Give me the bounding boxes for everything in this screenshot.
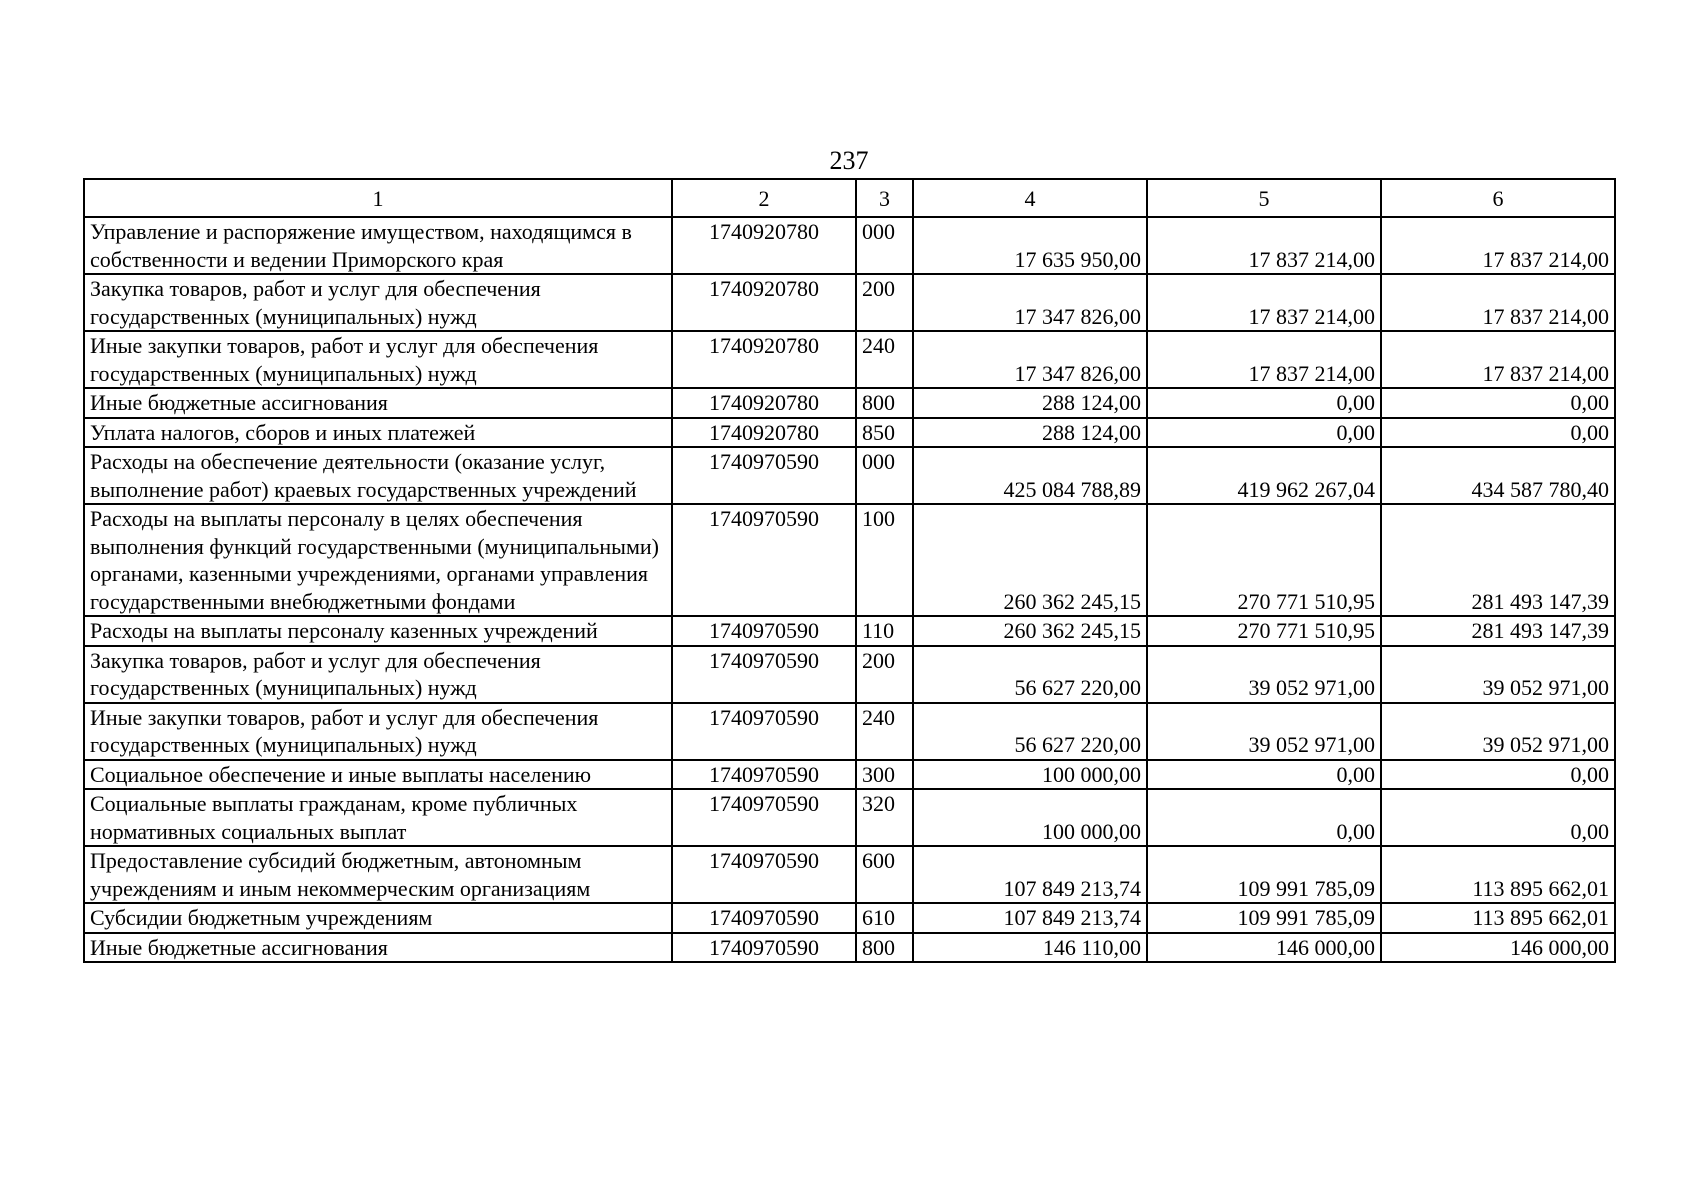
page-number: 237 bbox=[829, 146, 869, 175]
row-value-6-cell: 281 493 147,39 bbox=[1381, 504, 1615, 616]
row-type-cell: 200 bbox=[856, 274, 913, 331]
row-value-5-cell: 0,00 bbox=[1147, 760, 1381, 790]
row-code-cell: 1740970590 bbox=[672, 760, 856, 790]
row-name-cell: Социальное обеспечение и иные выплаты населению bbox=[84, 760, 672, 790]
row-type-cell: 600 bbox=[856, 846, 913, 903]
row-value-5-cell: 0,00 bbox=[1147, 388, 1381, 418]
table-row bbox=[84, 646, 1615, 703]
row-code-cell: 1740920780 bbox=[672, 418, 856, 448]
row-value-4-cell: 17 347 826,00 bbox=[913, 331, 1147, 388]
row-value-5-cell: 39 052 971,00 bbox=[1147, 703, 1381, 760]
row-name-cell: Уплата налогов, сборов и иных платежей bbox=[84, 418, 672, 448]
row-value-4-cell: 107 849 213,74 bbox=[913, 846, 1147, 903]
row-type-cell: 110 bbox=[856, 616, 913, 646]
row-value-6-cell: 0,00 bbox=[1381, 760, 1615, 790]
row-value-4-cell: 425 084 788,89 bbox=[913, 447, 1147, 504]
table-row bbox=[84, 616, 1615, 646]
column-header-code: 2 bbox=[672, 179, 856, 217]
row-value-5-cell: 109 991 785,09 bbox=[1147, 846, 1381, 903]
row-code-cell: 1740970590 bbox=[672, 616, 856, 646]
row-value-5-cell: 39 052 971,00 bbox=[1147, 646, 1381, 703]
row-value-4-cell: 288 124,00 bbox=[913, 388, 1147, 418]
row-name-cell: Иные бюджетные ассигнования bbox=[84, 933, 672, 963]
row-type-cell: 300 bbox=[856, 760, 913, 790]
row-name-cell: Субсидии бюджетным учреждениям bbox=[84, 903, 672, 933]
row-code-cell: 1740970590 bbox=[672, 703, 856, 760]
row-value-6-cell: 281 493 147,39 bbox=[1381, 616, 1615, 646]
table-row bbox=[84, 217, 1615, 274]
row-value-6-cell: 146 000,00 bbox=[1381, 933, 1615, 963]
row-name-cell: Иные закупки товаров, работ и услуг для обеспечения государственных (муниципальных) нужд bbox=[84, 331, 672, 388]
row-value-4-cell: 17 635 950,00 bbox=[913, 217, 1147, 274]
table-row bbox=[84, 447, 1615, 504]
row-name-cell: Иные бюджетные ассигнования bbox=[84, 388, 672, 418]
row-value-5-cell: 17 837 214,00 bbox=[1147, 274, 1381, 331]
row-code-cell: 1740920780 bbox=[672, 331, 856, 388]
row-value-4-cell: 107 849 213,74 bbox=[913, 903, 1147, 933]
row-code-cell: 1740970590 bbox=[672, 789, 856, 846]
row-name-cell: Расходы на выплаты персоналу казенных учреждений bbox=[84, 616, 672, 646]
row-type-cell: 100 bbox=[856, 504, 913, 616]
row-type-cell: 800 bbox=[856, 933, 913, 963]
row-value-4-cell: 260 362 245,15 bbox=[913, 504, 1147, 616]
row-name-cell: Расходы на выплаты персоналу в целях обеспечения выполнения функций государственными (муниципальными) органами, казенными учреждениями, органами управления государственными внебюджетными фондами bbox=[84, 504, 672, 616]
row-type-cell: 240 bbox=[856, 331, 913, 388]
row-value-5-cell: 146 000,00 bbox=[1147, 933, 1381, 963]
row-name-cell: Закупка товаров, работ и услуг для обеспечения государственных (муниципальных) нужд bbox=[84, 274, 672, 331]
row-type-cell: 240 bbox=[856, 703, 913, 760]
row-value-6-cell: 0,00 bbox=[1381, 418, 1615, 448]
table-row bbox=[84, 388, 1615, 418]
row-code-cell: 1740970590 bbox=[672, 933, 856, 963]
table-row bbox=[84, 789, 1615, 846]
row-type-cell: 000 bbox=[856, 447, 913, 504]
table-row bbox=[84, 760, 1615, 790]
row-value-5-cell: 270 771 510,95 bbox=[1147, 616, 1381, 646]
row-value-5-cell: 419 962 267,04 bbox=[1147, 447, 1381, 504]
column-header-value-4: 4 bbox=[913, 179, 1147, 217]
column-header-type: 3 bbox=[856, 179, 913, 217]
row-type-cell: 000 bbox=[856, 217, 913, 274]
row-name-cell: Расходы на обеспечение деятельности (оказание услуг, выполнение работ) краевых государственных учреждений bbox=[84, 447, 672, 504]
row-code-cell: 1740970590 bbox=[672, 903, 856, 933]
row-code-cell: 1740970590 bbox=[672, 504, 856, 616]
row-code-cell: 1740920780 bbox=[672, 274, 856, 331]
row-code-cell: 1740970590 bbox=[672, 646, 856, 703]
column-header-name: 1 bbox=[84, 179, 672, 217]
row-value-5-cell: 0,00 bbox=[1147, 789, 1381, 846]
row-value-5-cell: 17 837 214,00 bbox=[1147, 217, 1381, 274]
row-type-cell: 800 bbox=[856, 388, 913, 418]
row-value-6-cell: 113 895 662,01 bbox=[1381, 846, 1615, 903]
row-value-5-cell: 109 991 785,09 bbox=[1147, 903, 1381, 933]
row-type-cell: 610 bbox=[856, 903, 913, 933]
row-name-cell: Закупка товаров, работ и услуг для обеспечения государственных (муниципальных) нужд bbox=[84, 646, 672, 703]
row-type-cell: 200 bbox=[856, 646, 913, 703]
row-value-4-cell: 100 000,00 bbox=[913, 789, 1147, 846]
row-value-6-cell: 39 052 971,00 bbox=[1381, 703, 1615, 760]
row-value-4-cell: 56 627 220,00 bbox=[913, 646, 1147, 703]
row-code-cell: 1740920780 bbox=[672, 217, 856, 274]
table-row bbox=[84, 703, 1615, 760]
header-row bbox=[84, 179, 1615, 217]
row-value-6-cell: 17 837 214,00 bbox=[1381, 274, 1615, 331]
row-code-cell: 1740920780 bbox=[672, 388, 856, 418]
row-name-cell: Иные закупки товаров, работ и услуг для обеспечения государственных (муниципальных) нужд bbox=[84, 703, 672, 760]
row-value-6-cell: 17 837 214,00 bbox=[1381, 331, 1615, 388]
row-name-cell: Социальные выплаты гражданам, кроме публичных нормативных социальных выплат bbox=[84, 789, 672, 846]
row-value-6-cell: 39 052 971,00 bbox=[1381, 646, 1615, 703]
column-header-value-6: 6 bbox=[1381, 179, 1615, 217]
row-value-5-cell: 270 771 510,95 bbox=[1147, 504, 1381, 616]
row-code-cell: 1740970590 bbox=[672, 846, 856, 903]
row-value-6-cell: 434 587 780,40 bbox=[1381, 447, 1615, 504]
row-value-4-cell: 17 347 826,00 bbox=[913, 274, 1147, 331]
table-row bbox=[84, 846, 1615, 903]
table-row bbox=[84, 418, 1615, 448]
table-row bbox=[84, 504, 1615, 616]
table-row bbox=[84, 903, 1615, 933]
row-value-6-cell: 0,00 bbox=[1381, 789, 1615, 846]
row-value-4-cell: 260 362 245,15 bbox=[913, 616, 1147, 646]
row-name-cell: Управление и распоряжение имуществом, находящимся в собственности и ведении Приморского края bbox=[84, 217, 672, 274]
row-value-6-cell: 17 837 214,00 bbox=[1381, 217, 1615, 274]
table-row bbox=[84, 274, 1615, 331]
row-value-6-cell: 0,00 bbox=[1381, 388, 1615, 418]
row-code-cell: 1740970590 bbox=[672, 447, 856, 504]
row-value-4-cell: 56 627 220,00 bbox=[913, 703, 1147, 760]
row-name-cell: Предоставление субсидий бюджетным, автономным учреждениям и иным некоммерческим организациям bbox=[84, 846, 672, 903]
row-value-4-cell: 288 124,00 bbox=[913, 418, 1147, 448]
row-type-cell: 850 bbox=[856, 418, 913, 448]
column-header-value-5: 5 bbox=[1147, 179, 1381, 217]
row-type-cell: 320 bbox=[856, 789, 913, 846]
row-value-4-cell: 146 110,00 bbox=[913, 933, 1147, 963]
table-row bbox=[84, 933, 1615, 963]
row-value-4-cell: 100 000,00 bbox=[913, 760, 1147, 790]
table-row bbox=[84, 331, 1615, 388]
row-value-5-cell: 0,00 bbox=[1147, 418, 1381, 448]
row-value-5-cell: 17 837 214,00 bbox=[1147, 331, 1381, 388]
row-value-6-cell: 113 895 662,01 bbox=[1381, 903, 1615, 933]
budget-table bbox=[83, 178, 1616, 963]
